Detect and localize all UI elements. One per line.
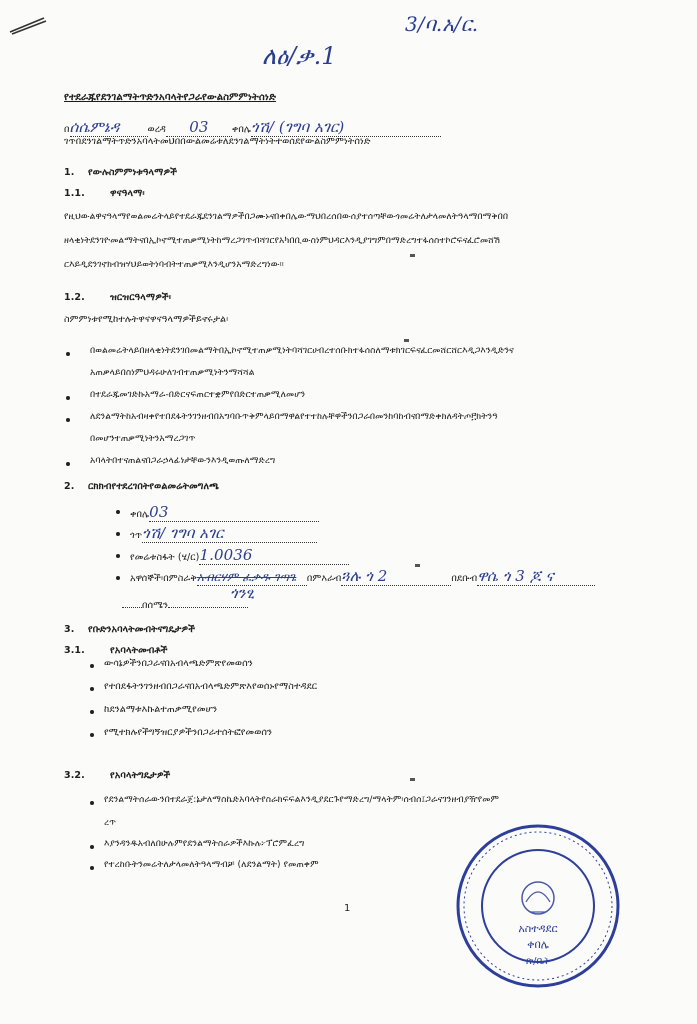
section3-2-number: 3.2. [64, 770, 85, 781]
contract-heading: የተደራጁየደንገልማትጥድንአባላትየጋራየውልስምምነትሰነድ [64, 92, 276, 103]
intro-line-2: ገጥበደንገልማትጥድንአባላትመህበበውልመሬቱለደንገልማትነትተወሰደየውልስምምነትሰነድ [64, 136, 371, 147]
section3-title: የቡድንአባላትመብትናግዴታዎች [88, 624, 196, 635]
got-row [130, 524, 317, 543]
stamp-text-1: አስተዳደር [518, 922, 558, 935]
section1-1-line-3: ርእይዲደንገኖክብዝሃህይወትነባብትተጠቃሚእንዲሆንአማድረግነው። [64, 260, 284, 270]
bullet-dot [66, 352, 70, 356]
woreda-value: ሰሴምኔዳ [70, 118, 148, 137]
west-value: ጓሉ ጎ 2 [341, 567, 451, 586]
intro-line-1 [64, 118, 441, 137]
stray-mark [404, 339, 409, 342]
north-value: ጎንፂ [230, 584, 255, 602]
section3-2-title: የአባላትግዴታዎች [110, 770, 171, 781]
bullet-dot [116, 510, 120, 514]
area-row-value: 1.0036 [199, 546, 349, 565]
section3-1-bullet-3: ከደንልማቱእኩልተጠቃሚየመሆን [104, 704, 218, 715]
handwritten-title: ለዕ/ቃ.1 [262, 42, 337, 70]
kebele-row [130, 503, 319, 522]
stray-mark [410, 778, 415, 781]
section3-1-number: 3.1. [64, 645, 85, 656]
section1-2-bullet-1: በወልመሬትላይበዘላቂነትደንገበመልማትበኢኮኖሚተጠቃሚነትባሻገርሀብረተሰቡክተፋሰስለማቱክገርፍናፈርመሸርሸርእዲጋእንዲድንና [90, 346, 514, 356]
bullet-dot [90, 801, 94, 805]
north-row [122, 600, 248, 611]
bullet-dot [66, 462, 70, 466]
boundaries-row [130, 567, 595, 586]
stray-mark [410, 254, 415, 257]
woreda-label: ወረዳ [147, 124, 166, 135]
bullet-dot [66, 396, 70, 400]
kebele-row-value: 03 [149, 503, 319, 522]
section1-1-number: 1.1. [64, 188, 85, 199]
section2-title: ርክክብየተደረገበትየወልመሬትመግለጫ [88, 481, 220, 492]
pen-mark-icon [8, 14, 48, 36]
section1-number: 1. [64, 167, 75, 178]
south-value: ዋሴ ጎ 3 ጆ ና [477, 567, 595, 586]
got-row-value: ጎሽ/ ገግባ አገር [142, 524, 317, 543]
bullet-dot [90, 687, 94, 691]
kebele-label: ቀበሌ [231, 124, 252, 135]
section3-2-bullet-1-cont: ረጥ [104, 818, 117, 828]
section1-1-line-2: ዘላቂነትደንገዮመልማትናበኢኮኖሚተጠቃሚነትከማረጋገጥብሻገርየአካበቢውስነምህዳርእንዲያገግምበማድረግተፋሰስተኮሮፍናፈሮመሸሽ [64, 236, 501, 246]
bullet-dot [116, 576, 120, 580]
section1-2-bullet-4: አባላትበተናጠልናበጋራኃላፊነታቸውንእንዲወጡለማድረግ [90, 456, 276, 466]
section2-number: 2. [64, 481, 75, 492]
area-row [130, 546, 349, 565]
top-right-note: 3/ባ.አ/ር. [405, 12, 479, 36]
bullet-dot [90, 664, 94, 668]
east-label: አዋሰኞች፡በምስራቅ [130, 573, 197, 584]
east-value: አብርሃም ፈቃዱ ገጣጌ [197, 570, 307, 586]
section1-title: የውሉስምምነቱዓላማዎች [88, 167, 178, 178]
section3-2-bullet-1: የደንልማትሰራውንበተደራጀ:ኔታለማስኬድአባላትየስራክፍፍልእንዲያደርጉየማድረግ/ማላትም፡ሰብሰ፤ጋራናገንዘብያዥየመም [104, 795, 500, 805]
section1-2-number: 1.2. [64, 292, 85, 303]
bullet-dot [90, 733, 94, 737]
west-label: በምእራብ [306, 573, 342, 584]
stamp-text-3: ጽ/ቤት [525, 956, 551, 967]
section3-2-bullet-3: የተረከቡትንመሬትለታላመለትዓላማብቻ (ለደንልማት) የመጠቀም [104, 860, 319, 870]
section3-1-title: የአባላትመብቶች [110, 645, 168, 656]
stamp-text-2: ቀበሌ [527, 938, 549, 951]
official-seal-icon [452, 820, 624, 992]
section1-2-bullet-1-cont: አጠቃላይበስነምህዳሩሁለገብተጠቃሚነትንማሻሻል [90, 368, 255, 378]
page-number: 1 [344, 903, 351, 914]
area-row-label: የመሬቱስፋት (ሄ/ር) [130, 552, 200, 563]
got-value: ጎሽ/ (ገግባ አገር) [251, 118, 441, 137]
section1-2-bullet-2: በተደራጁመገድኩአማራ-በድርናፍጠርተቋምየበድርተጠቃሚለመሆን [90, 390, 306, 400]
section3-2-bullet-2: እያንዳንዱአብለበሁሉምየደንልማትስራዎችእኩሉ፦ፕሮምፈረግ [104, 839, 305, 849]
section1-2-title: ዝርዝርዓላማዎች፡ [110, 292, 172, 303]
bullet-dot [66, 418, 70, 422]
bullet-dot [116, 532, 120, 536]
bullet-dot [90, 710, 94, 714]
bullet-dot [116, 554, 120, 558]
section3-1-bullet-4: የሚተክሉየችግኝዝርያዎችንበጋራተሰትፎየመወሰን [104, 727, 273, 738]
section1-2-bullet-3: ለደንልማትከአብዛቀየተበደፋትንገንዘብበአግባቡጥቅምላይበማዋልየተተከሉቸዋችንበጋራበመንከባከብናበማድቀክለዳትጦ፫ክትንዓ [90, 412, 498, 422]
section1-2-bullet-3-cont: በመሆንተጠቃሚነትንአማረጋገጥ [90, 434, 196, 444]
section1-2-intro: ስምምነቱየሚከተሉትዋናዋናዓላማዎችይኖሩታል፡ [64, 314, 229, 325]
section3-1-bullet-1: ውሳኔዎችንበጋራናበአብላጫድምጽየመወሰን [104, 658, 253, 669]
got-row-label: ጎጥ [130, 530, 143, 541]
section3-number: 3. [64, 624, 75, 635]
north-label: በሰሜን [142, 600, 169, 611]
kebele-value: 03 [166, 118, 232, 137]
kebele-row-label: ቀበሌ [130, 509, 150, 520]
section1-1-line-1: የዚህውልዋናዓላማየወልመሬትላይየተደራጁደንገልማዎችበጋሙኑናበቀበሌውማህበረሰበውሰያተሰጣቸውጎመሬትለታላመለትዓላማበማቅበበ [64, 212, 509, 222]
section3-1-bullet-2: የተበደፋትንገንዘብበጋራናበአብላጫድምጽእየወሰኑየማስተዳደር [104, 681, 318, 692]
south-label: በደቡብ [451, 573, 478, 584]
bullet-dot [90, 866, 94, 870]
section1-1-title: ዋናዓላማ፡ [110, 188, 145, 199]
intro-prefix: በ [64, 124, 70, 135]
bullet-dot [90, 845, 94, 849]
stray-mark [415, 564, 420, 567]
